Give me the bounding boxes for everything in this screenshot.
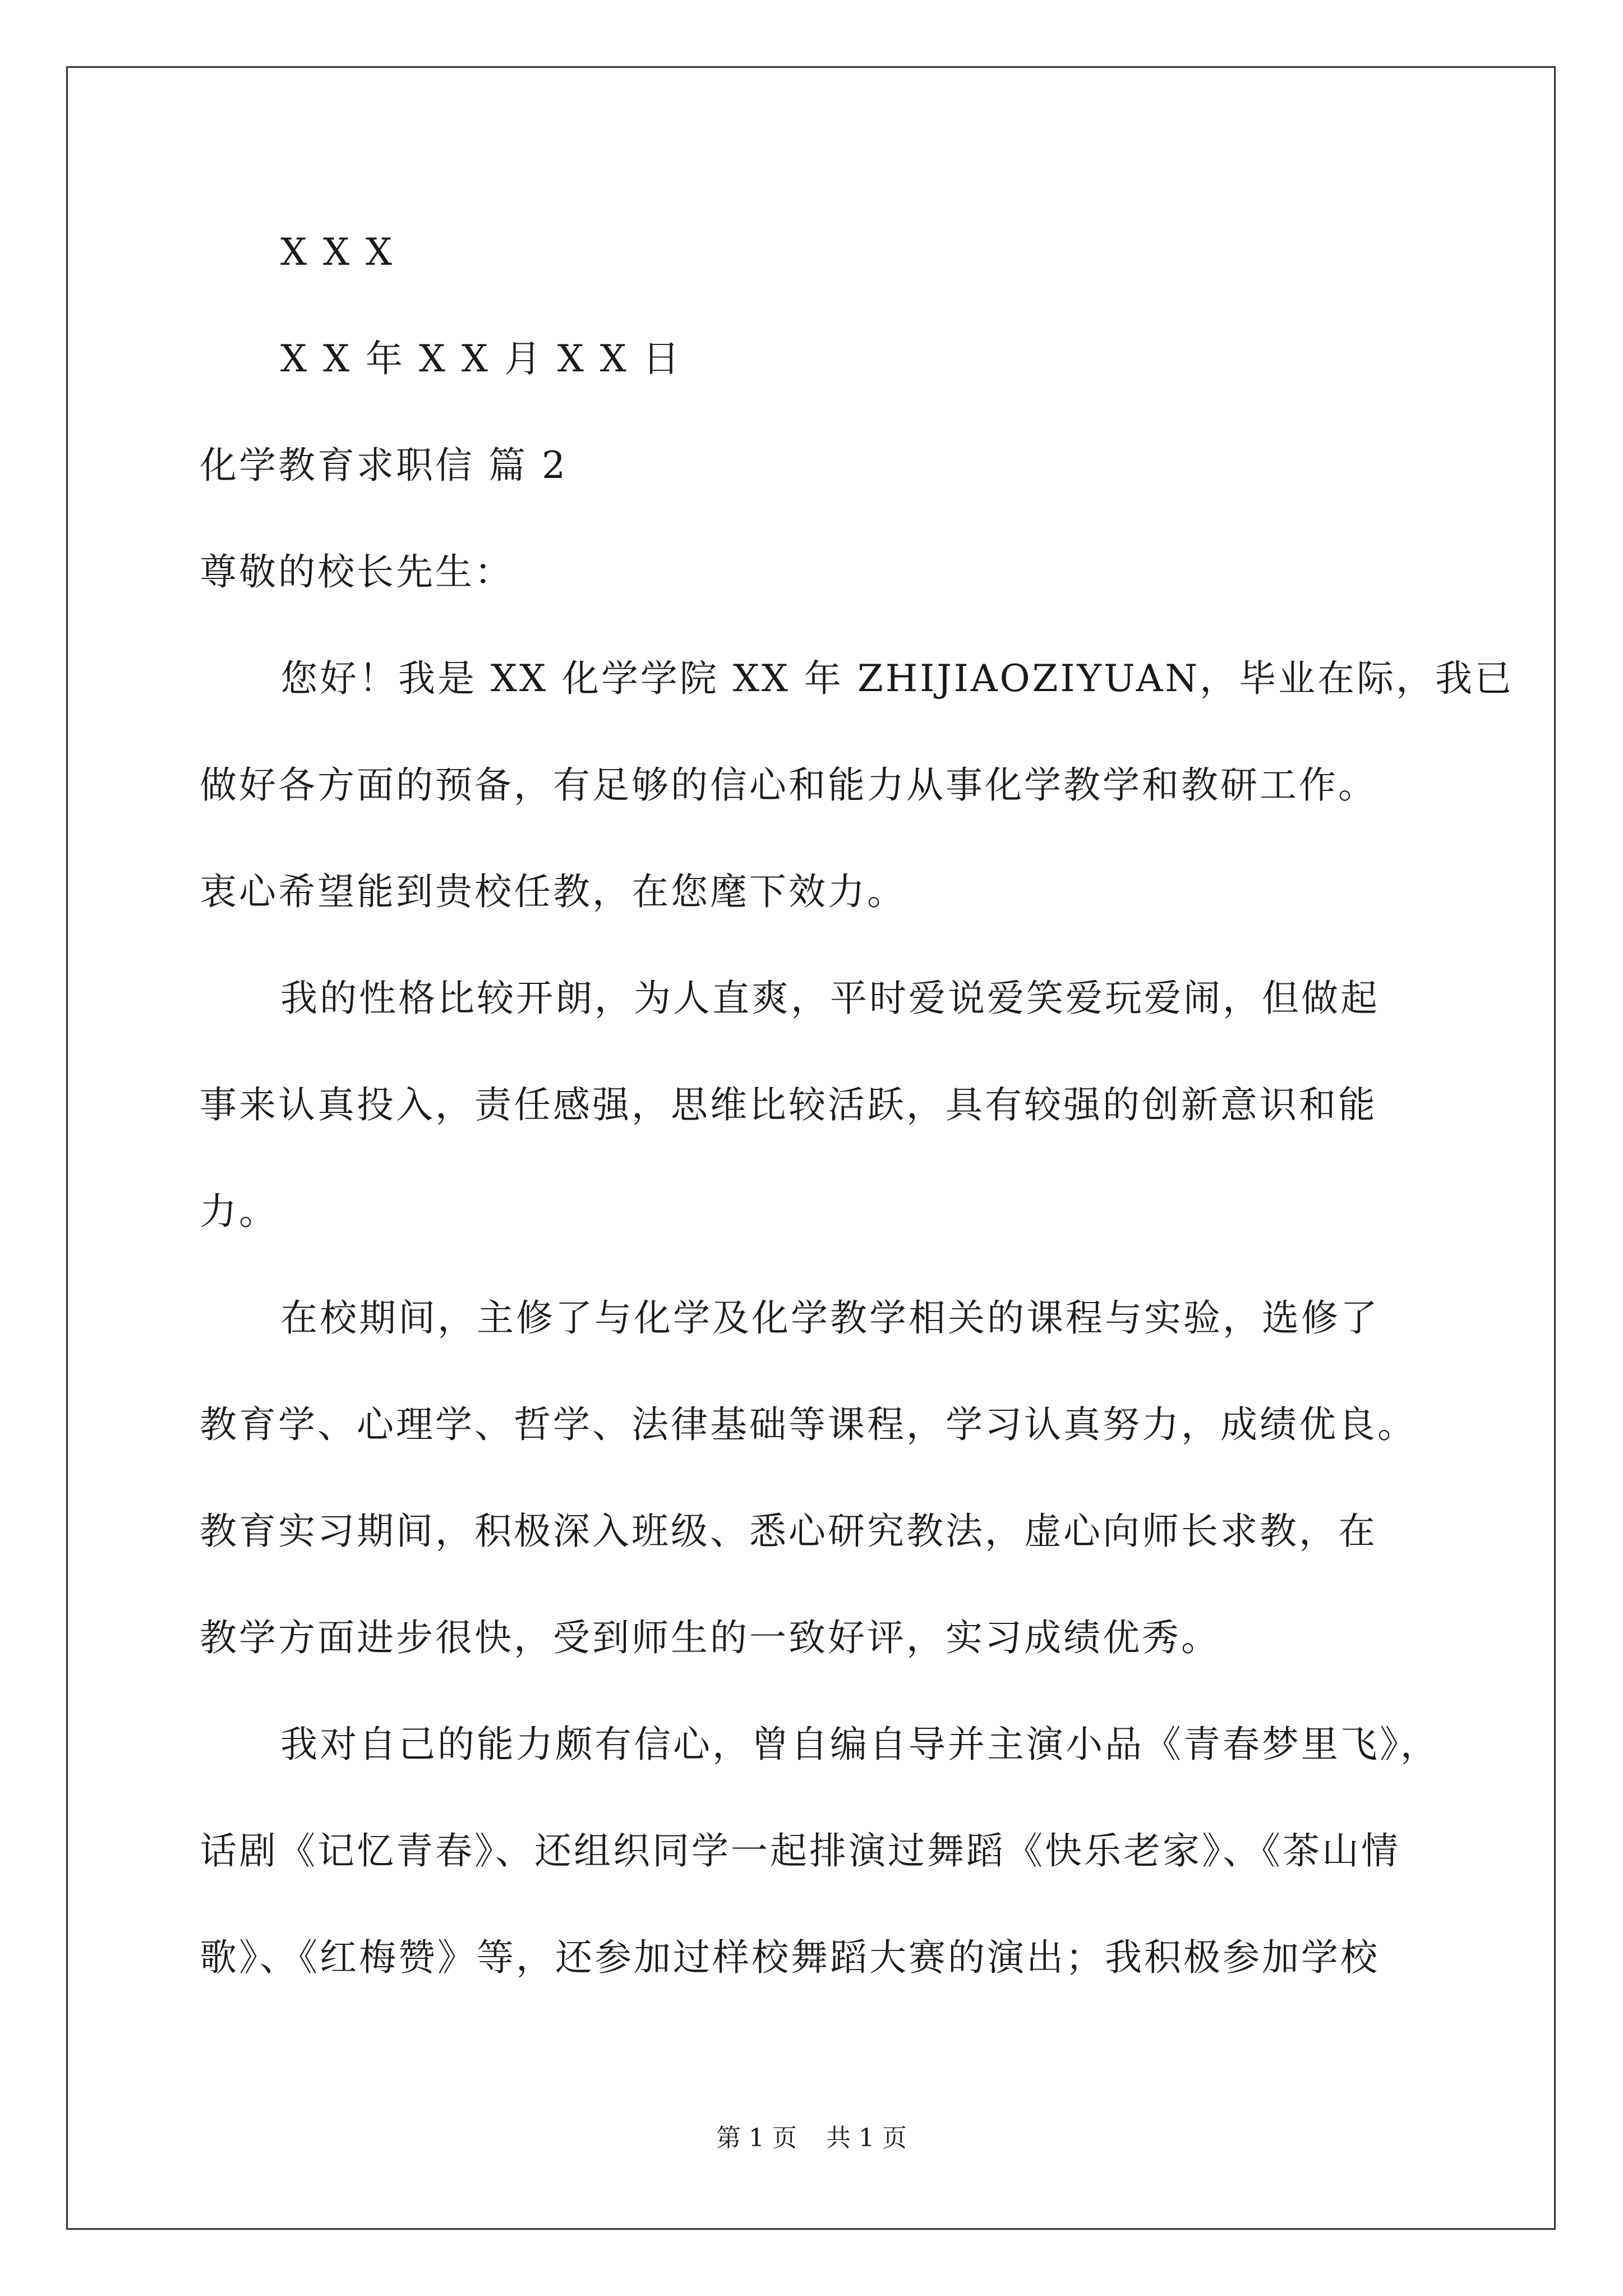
salutation: 尊敬的校长先生： xyxy=(200,550,514,593)
body-line: 力。 xyxy=(200,1190,278,1233)
body-line: 您好！我是 XX 化学学院 XX 年 ZHIJIAOZIYUAN，毕业在际，我已 xyxy=(280,657,1514,700)
signature: X X X xyxy=(280,231,394,274)
body-line: 歌》、《红梅赞》等，还参加过样校舞蹈大赛的演出；我积极参加学校 xyxy=(200,1936,1380,1979)
body-line: 教育学、心理学、哲学、法律基础等课程，学习认真努力，成绩优良。 xyxy=(200,1403,1417,1446)
page-number-current: 第 1 页 xyxy=(716,2124,797,2152)
body-line: 教学方面进步很快，受到师生的一致好评，实习成绩优秀。 xyxy=(200,1616,1220,1659)
body-line: 我对自己的能力颇有信心，曾自编自导并主演小品《青春梦里飞》， xyxy=(280,1723,1440,1766)
page-border xyxy=(66,66,1556,2230)
body-line: 事来认真投入，责任感强，思维比较活跃，具有较强的创新意识和能 xyxy=(200,1083,1377,1126)
body-line: 话剧《记忆青春》、还组织同学一起排演过舞蹈《快乐老家》、《茶山情 xyxy=(200,1829,1400,1872)
body-line: 教育实习期间，积极深入班级、悉心研究教法，虚心向师长求教，在 xyxy=(200,1510,1377,1553)
body-line: 做好各方面的预备，有足够的信心和能力从事化学教学和教研工作。 xyxy=(200,763,1377,807)
letter-heading: 化学教育求职信 篇 2 xyxy=(200,444,568,487)
body-line: 衷心希望能到贵校任教，在您麾下效力。 xyxy=(200,870,906,913)
page-number-total: 共 1 页 xyxy=(826,2124,907,2152)
body-line: 在校期间，主修了与化学及化学教学相关的课程与实验，选修了 xyxy=(280,1296,1380,1340)
body-line: 我的性格比较开朗，为人直爽，平时爱说爱笑爱玩爱闹，但做起 xyxy=(280,977,1380,1020)
date: X X 年 X X 月 X X 日 xyxy=(280,337,682,380)
page-footer xyxy=(0,2122,1623,2155)
